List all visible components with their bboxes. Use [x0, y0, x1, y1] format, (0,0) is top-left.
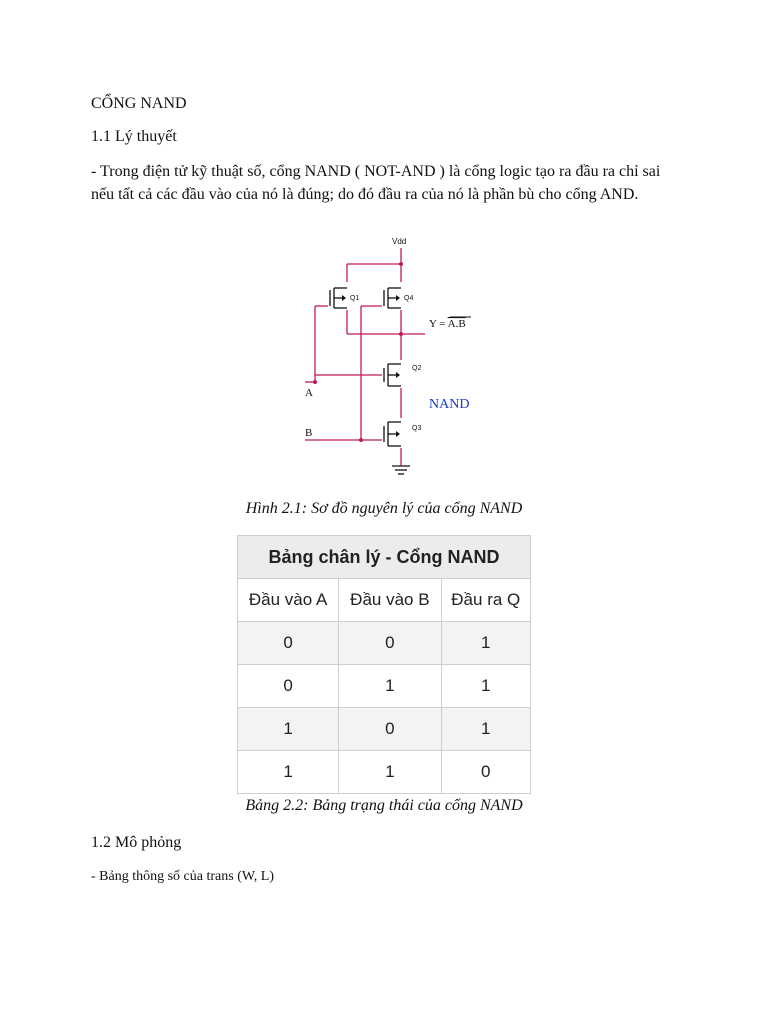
output-label: Y = A.B — [429, 318, 466, 330]
table-caption: Bảng 2.2: Bảng trạng thái của cổng NAND — [245, 797, 523, 814]
table-cell: 1 — [339, 665, 441, 708]
nand-gate-label: NAND — [429, 397, 470, 412]
theory-paragraph: - Trong điện tử kỹ thuật số, cổng NAND ( NOT-AND ) là cổng logic tạo ra đầu ra chỉ sai nếu tất cả các đầu vào của nó là đúng; do đó đầu ra của nó là phần bù cho cổng AND. — [91, 163, 661, 203]
input-b-label: B — [305, 427, 313, 439]
column-header-input-b: Đầu vào B — [339, 579, 441, 622]
truth-table-title: Bảng chân lý - Cổng NAND — [238, 536, 531, 579]
output-overbar-term: A.B — [447, 318, 466, 330]
truth-table — [237, 535, 531, 794]
table-cell: 0 — [339, 622, 441, 665]
column-header-output-q: Đầu ra Q — [441, 579, 530, 622]
table-cell: 1 — [441, 708, 530, 751]
table-cell: 1 — [441, 622, 530, 665]
table-row — [238, 665, 531, 708]
q2-label: Q2 — [412, 365, 422, 372]
table-cell: 0 — [238, 622, 339, 665]
table-row — [238, 708, 531, 751]
simulation-paragraph: - Bảng thông số của trans (W, L) — [91, 869, 274, 884]
table-row — [238, 622, 531, 665]
q3-label: Q3 — [412, 425, 422, 432]
table-cell: 1 — [238, 751, 339, 794]
table-cell: 0 — [339, 708, 441, 751]
table-cell: 1 — [441, 665, 530, 708]
section-heading-simulation: 1.2 Mô phỏng — [91, 834, 182, 851]
section-heading-theory: 1.1 Lý thuyết — [91, 128, 177, 145]
table-cell: 1 — [238, 708, 339, 751]
figure-caption: Hình 2.1: Sơ đồ nguyên lý của cổng NAND — [245, 500, 523, 517]
q1-label: Q1 — [350, 295, 360, 302]
table-cell: 0 — [238, 665, 339, 708]
column-header-input-a: Đầu vào A — [238, 579, 339, 622]
table-cell: 0 — [441, 751, 530, 794]
table-cell: 1 — [339, 751, 441, 794]
nand-circuit-diagram — [290, 230, 480, 480]
document-title: CỔNG NAND — [91, 95, 187, 112]
vdd-label: Vdd — [392, 237, 407, 246]
q4-label: Q4 — [404, 295, 414, 302]
table-row — [238, 751, 531, 794]
input-a-label: A — [305, 387, 313, 399]
